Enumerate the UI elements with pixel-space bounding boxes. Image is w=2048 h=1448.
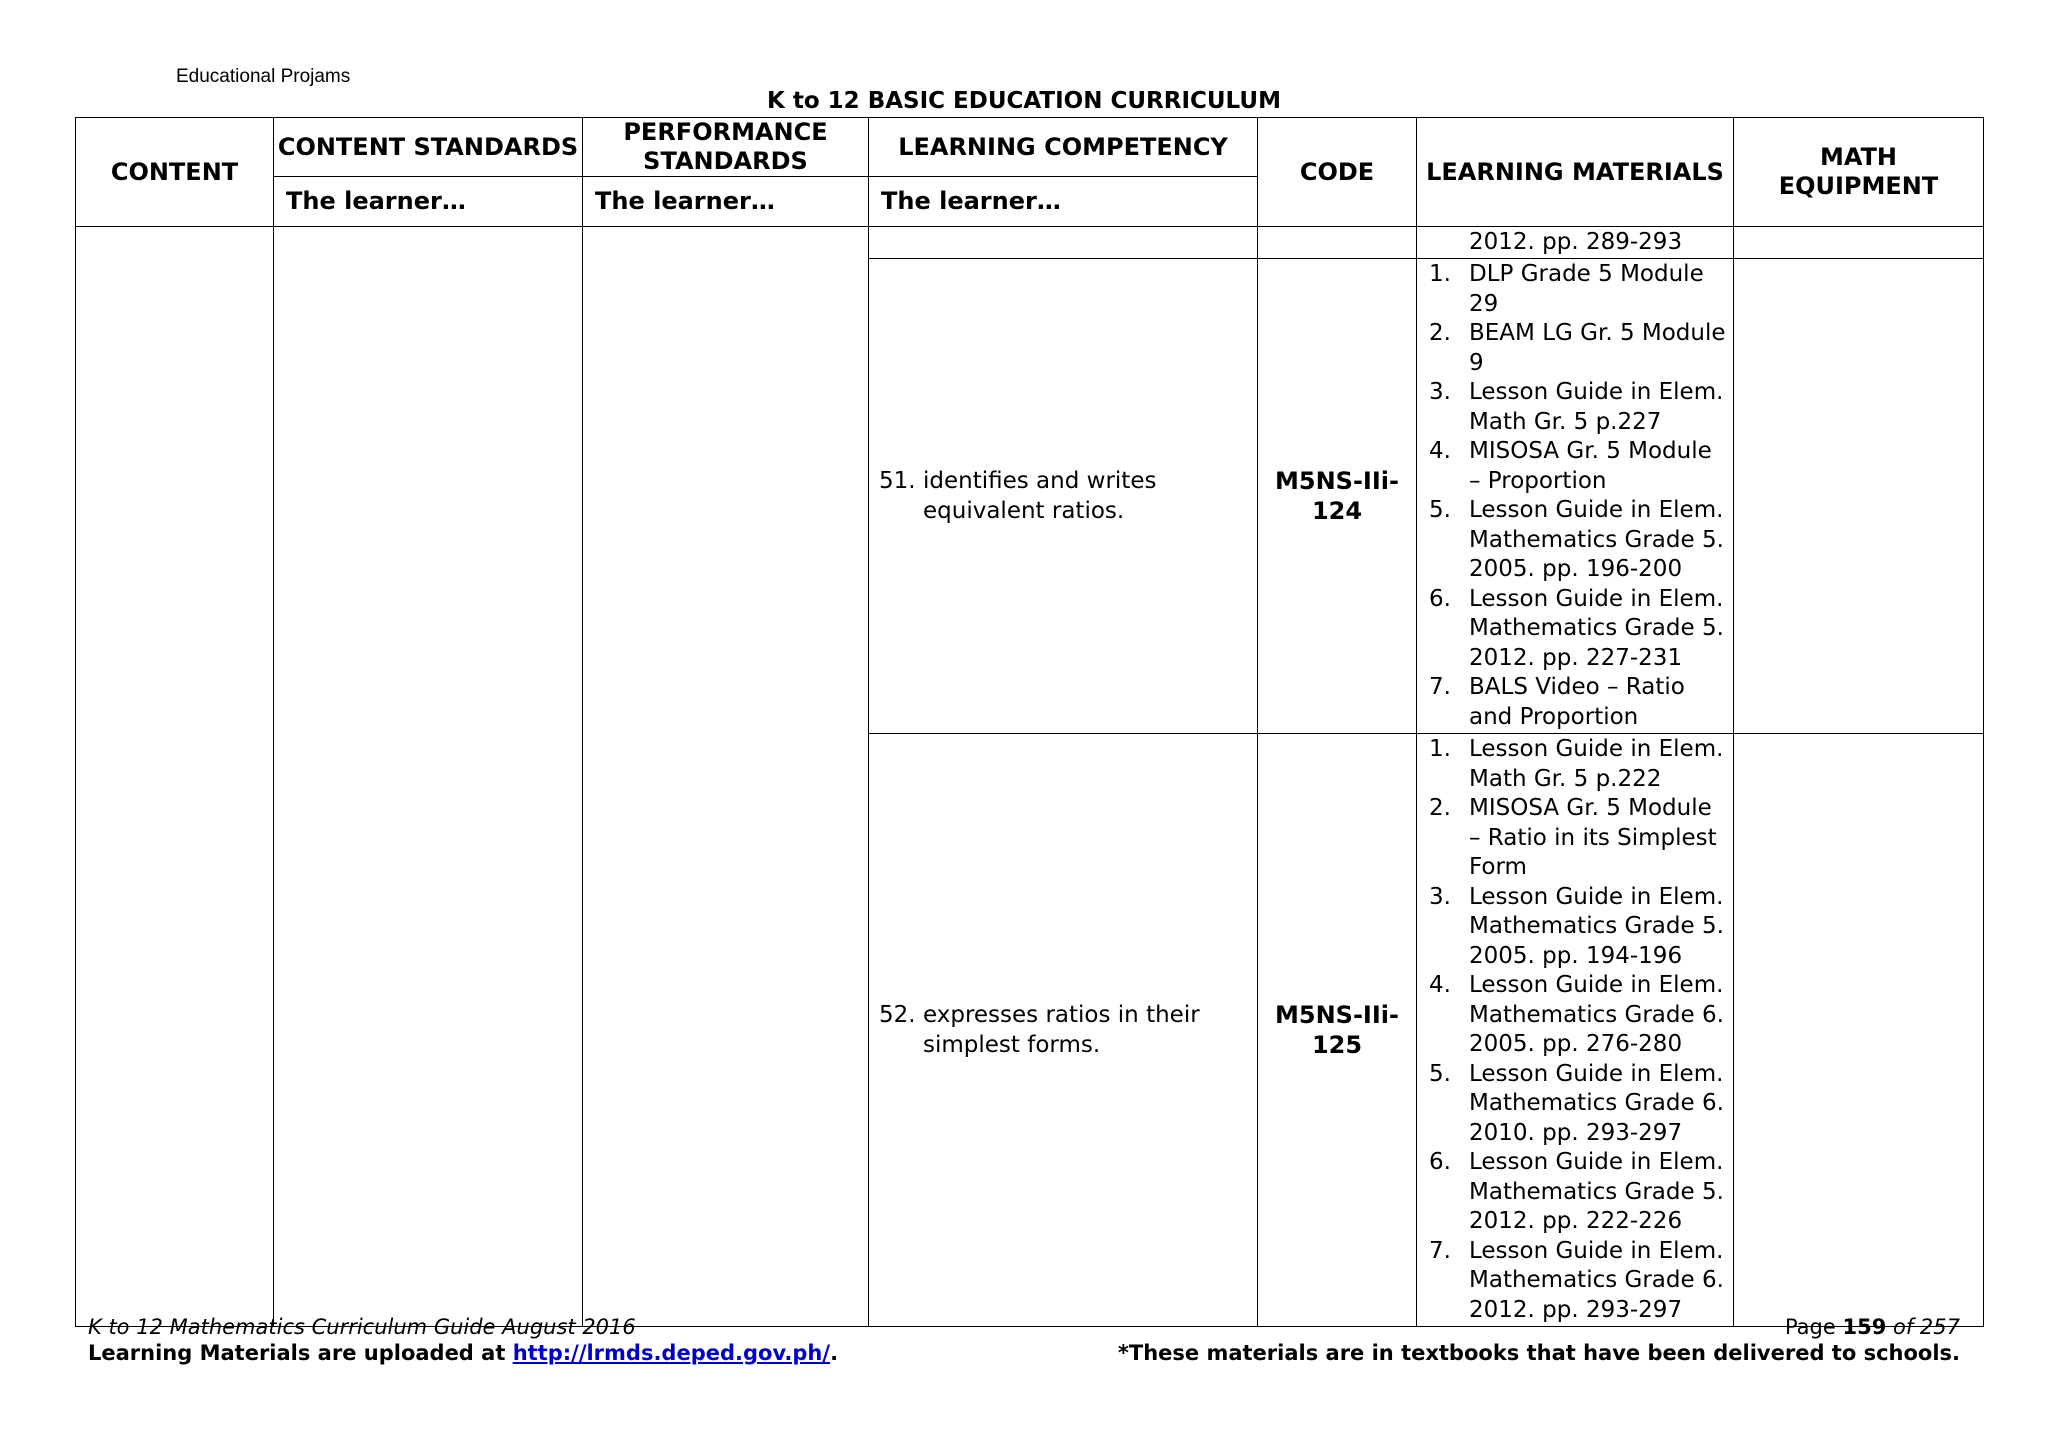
header-math-equipment	[1734, 118, 1984, 227]
lrmds-link[interactable]: http://lrmds.deped.gov.ph/	[512, 1341, 831, 1365]
footer-note: *These materials are in textbooks that have been delivered to schools.	[1117, 1341, 1960, 1365]
material-number: 4.	[1429, 972, 1451, 998]
material-number: 7.	[1429, 1237, 1451, 1264]
material-number: 2.	[1429, 795, 1451, 821]
content-standards-cell	[274, 227, 583, 1327]
material-item	[1429, 1148, 1727, 1237]
footer-uploaded-line	[88, 1340, 838, 1366]
material-text: Lesson Guide in Elem. Mathematics Grade 6. 2005. pp. 276-280	[1469, 972, 1724, 1057]
competency-line: identifies and writes	[923, 468, 1157, 494]
material-item	[1429, 260, 1727, 319]
material-item	[1429, 794, 1727, 883]
material-text: Lesson Guide in Elem. Mathematics Grade 6. 2012. pp. 293-297	[1469, 1237, 1724, 1323]
materials-list	[1429, 260, 1727, 732]
curriculum-table	[75, 117, 1984, 1327]
materials-cell-52	[1417, 734, 1734, 1327]
footer-uploaded-prefix: Learning Materials are uploaded at	[88, 1341, 513, 1365]
code-cell-51	[1258, 259, 1417, 734]
competency-item	[879, 466, 1249, 526]
page-total: of 257	[1886, 1315, 1960, 1339]
code-line: M5NS-IIi-	[1275, 1001, 1399, 1029]
subheader-learner-lc: The learner…	[869, 177, 1258, 227]
material-text: MISOSA Gr. 5 Module – Proportion	[1469, 438, 1712, 494]
header-performance-standards	[583, 118, 869, 177]
material-item	[1429, 1060, 1727, 1149]
material-item	[1429, 1237, 1727, 1326]
header-performance-line1: PERFORMANCE	[623, 118, 828, 146]
equipment-cell-52	[1734, 734, 1984, 1327]
material-item	[1429, 319, 1727, 378]
continuation-competency-cell	[869, 227, 1258, 259]
header-content-standards: CONTENT STANDARDS	[274, 118, 583, 177]
code-line: 124	[1311, 497, 1363, 525]
material-text: Lesson Guide in Elem. Mathematics Grade 5. 2005. pp. 196-200	[1469, 497, 1724, 582]
watermark-text: Educational Projams	[176, 66, 351, 87]
material-item	[1429, 971, 1727, 1060]
material-text: Lesson Guide in Elem. Mathematics Grade 5. 2012. pp. 227-231	[1469, 585, 1724, 671]
footer-left	[88, 1314, 838, 1366]
code-cell-52	[1258, 734, 1417, 1327]
header-performance-line2: STANDARDS	[643, 147, 808, 175]
header-content: CONTENT	[76, 118, 274, 227]
material-number: 1.	[1429, 736, 1451, 762]
material-item	[1429, 883, 1727, 972]
material-number: 7.	[1429, 674, 1451, 700]
material-text: BEAM LG Gr. 5 Module 9	[1469, 320, 1726, 376]
competency-number: 52.	[879, 1002, 916, 1028]
footer-guide-title: K to 12 Mathematics Curriculum Guide August 2016	[88, 1315, 636, 1339]
materials-list	[1429, 735, 1727, 1325]
page-indicator	[1118, 1314, 1960, 1340]
subheader-learner-cs: The learner…	[274, 177, 583, 227]
footer-uploaded-suffix: .	[830, 1341, 839, 1365]
material-number: 6.	[1429, 1149, 1451, 1175]
material-number: 1.	[1429, 261, 1451, 287]
competency-line: equivalent ratios.	[923, 498, 1125, 524]
continuation-code-cell	[1258, 227, 1417, 259]
competency-cell-51	[869, 259, 1258, 734]
competency-line: simplest forms.	[923, 1032, 1101, 1058]
material-item	[1429, 673, 1727, 732]
material-number: 4.	[1429, 438, 1451, 464]
material-text: Lesson Guide in Elem. Mathematics Grade 6. 2010. pp. 293-297	[1469, 1060, 1724, 1146]
competency-item	[879, 1000, 1249, 1060]
performance-standards-cell	[583, 227, 869, 1327]
code-line: M5NS-IIi-	[1275, 467, 1399, 495]
competency-cell-52	[869, 734, 1258, 1327]
header-math-line2: EQUIPMENT	[1778, 172, 1939, 200]
material-text: Lesson Guide in Elem. Math Gr. 5 p.222	[1469, 736, 1724, 792]
continuation-equipment-cell	[1734, 227, 1984, 259]
subheader-learner-ps: The learner…	[583, 177, 869, 227]
material-text: DLP Grade 5 Module 29	[1469, 261, 1704, 317]
material-item	[1429, 437, 1727, 496]
competency-number: 51.	[879, 468, 916, 494]
competency-line: expresses ratios in their	[923, 1002, 1200, 1028]
materials-cell-51	[1417, 259, 1734, 734]
page-label: Page	[1784, 1315, 1843, 1339]
material-item	[1429, 585, 1727, 674]
material-text: Lesson Guide in Elem. Mathematics Grade 5. 2005. pp. 194-196	[1469, 883, 1724, 969]
header-learning-materials: LEARNING MATERIALS	[1417, 118, 1734, 227]
material-number: 5.	[1429, 497, 1451, 523]
header-math-line1: MATH	[1819, 143, 1898, 171]
continuation-materials-text: 2012. pp. 289-293	[1469, 229, 1683, 255]
header-learning-competency: LEARNING COMPETENCY	[869, 118, 1258, 177]
material-item	[1429, 735, 1727, 794]
material-number: 2.	[1429, 320, 1451, 346]
competency-text	[923, 466, 1156, 526]
code-line: 125	[1311, 1031, 1363, 1059]
material-text: Lesson Guide in Elem. Math Gr. 5 p.227	[1469, 379, 1724, 435]
material-text: Lesson Guide in Elem. Mathematics Grade 5. 2012. pp. 222-226	[1469, 1149, 1724, 1234]
material-item	[1429, 496, 1727, 585]
content-cell	[76, 227, 274, 1327]
competency-text	[923, 1000, 1200, 1060]
material-number: 5.	[1429, 1060, 1451, 1087]
material-text: MISOSA Gr. 5 Module – Ratio in its Simplest Form	[1469, 795, 1717, 880]
document-title: K to 12 BASIC EDUCATION CURRICULUM	[767, 88, 1281, 114]
continuation-materials-cell	[1417, 227, 1734, 259]
material-text: BALS Video – Ratio and Proportion	[1469, 674, 1685, 730]
page-number: 159	[1842, 1315, 1887, 1339]
material-item	[1429, 378, 1727, 437]
header-code: CODE	[1258, 118, 1417, 227]
equipment-cell-51	[1734, 259, 1984, 734]
material-number: 3.	[1429, 379, 1451, 405]
material-number: 3.	[1429, 883, 1451, 910]
footer-right	[1118, 1314, 1960, 1366]
material-number: 6.	[1429, 585, 1451, 612]
